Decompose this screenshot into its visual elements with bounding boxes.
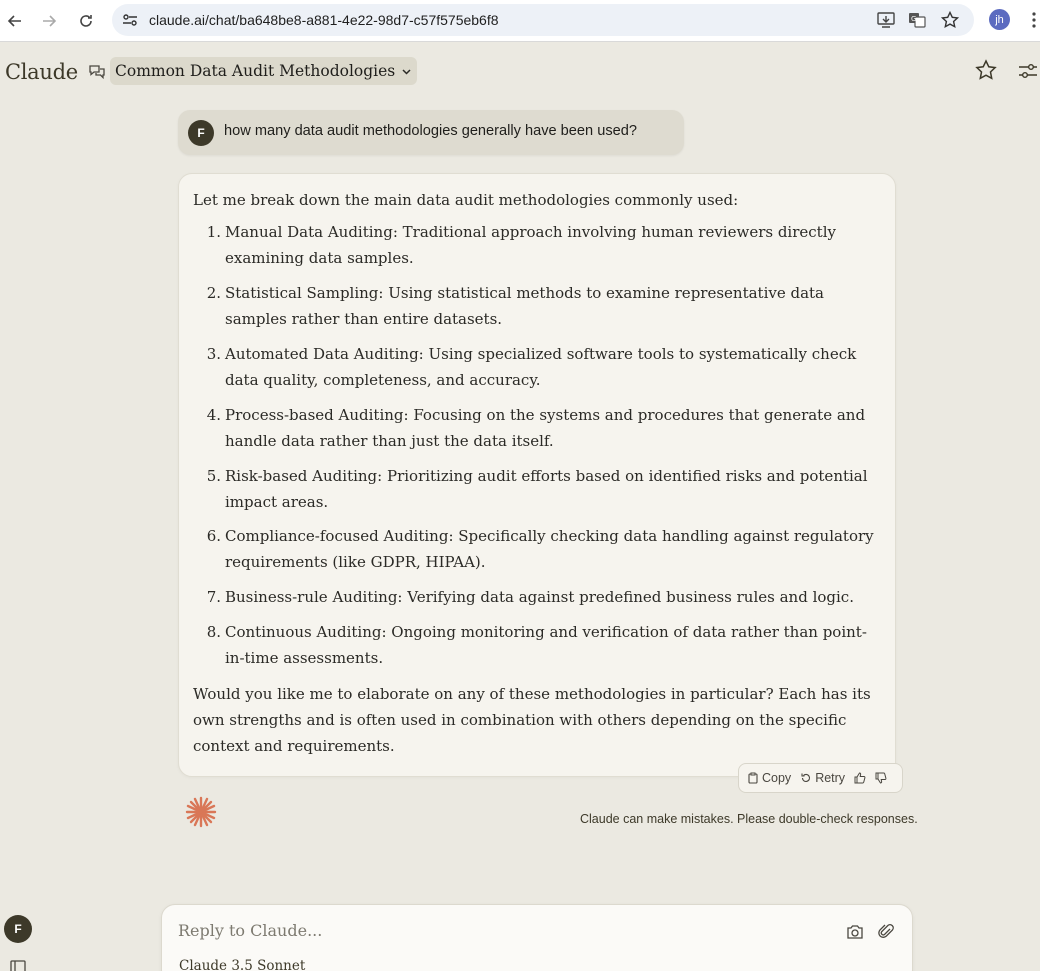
clipboard-icon: [747, 772, 759, 784]
sidebar-toggle-icon[interactable]: [10, 960, 26, 971]
arrow-right-icon: [41, 13, 57, 29]
forward-button[interactable]: [36, 8, 62, 34]
browser-toolbar: [0, 0, 1040, 42]
claude-spark-icon: [185, 796, 217, 828]
message-actions: [738, 763, 903, 793]
user-message: [178, 110, 684, 155]
chevron-down-icon: [401, 66, 412, 77]
back-button[interactable]: [2, 8, 28, 34]
reply-composer: [161, 904, 913, 971]
profile-avatar[interactable]: jh: [989, 9, 1010, 30]
chat-title-dropdown[interactable]: [110, 57, 417, 85]
address-bar[interactable]: [112, 4, 974, 36]
bookmark-star-icon[interactable]: [940, 11, 960, 29]
user-avatar: F: [188, 120, 214, 146]
reload-icon: [78, 13, 94, 29]
thumbs-down-icon: [875, 772, 887, 784]
svg-text:G: G: [911, 15, 917, 23]
assistant-intro: Let me break down the main data audit methodologies commonly used:: [193, 191, 739, 209]
chat-title: Common Data Audit Methodologies: [115, 62, 396, 80]
chat-bubbles-icon: [88, 63, 106, 81]
thumbs-down-button[interactable]: [875, 772, 887, 784]
model-selector[interactable]: Claude 3.5 Sonnet: [179, 958, 306, 971]
assistant-outro: Would you like me to elaborate on any of these methodologies in particular? Each has its own strengths and is often used in combination with others depending on the specific context and requirements.: [193, 685, 871, 755]
translate-icon[interactable]: [907, 11, 927, 29]
star-chat-icon[interactable]: [975, 59, 997, 81]
browser-menu-button[interactable]: [1028, 9, 1040, 31]
kebab-menu-icon: [1032, 12, 1036, 28]
paperclip-icon[interactable]: [877, 922, 895, 940]
camera-icon[interactable]: [846, 923, 864, 941]
thumbs-up-icon: [854, 772, 866, 784]
site-info-icon[interactable]: [120, 11, 140, 29]
copy-button[interactable]: Copy: [747, 771, 791, 785]
user-message-text: how many data audit methodologies generally have been used?: [224, 123, 637, 139]
retry-button[interactable]: Retry: [800, 771, 845, 785]
disclaimer-text: Claude can make mistakes. Please double-check responses.: [580, 812, 918, 826]
reload-button[interactable]: [73, 8, 99, 34]
arrow-left-icon: [7, 13, 23, 29]
thumbs-up-button[interactable]: [854, 772, 866, 784]
claude-logo[interactable]: Claude: [5, 60, 78, 84]
url-text[interactable]: claude.ai/chat/ba648be8-a881-4e22-98d7-c57f575eb6f8: [149, 12, 499, 28]
install-app-icon[interactable]: [876, 11, 896, 29]
account-avatar[interactable]: F: [4, 915, 32, 943]
reply-input[interactable]: [178, 921, 818, 940]
settings-sliders-icon[interactable]: [1017, 60, 1039, 82]
retry-icon: [800, 772, 812, 784]
assistant-message: Let me break down the main data audit methodologies commonly used: 1. Manual Data Auditing: Traditional approach involving human reviewers directly examining data samples. 2. Statistical Sampling: Using statistical methods to examine representative data samples rather than entire datasets. 3. Automated Data Auditing: Using specialized software tools to systematically check data quality, completeness, and accuracy. 4. Process-based Auditing: Focusing on the systems and procedures that generate and handle data rather than just the data itself. 5. Risk-based Auditing: Prioritizing audit efforts based on identified risks and potential impact areas. 6. Compliance-focused Auditing: Specifically checking data handling against regulatory requirements (like GDPR, HIPAA). 7. Business-rule Auditing: Verifying data against predefined business rules and logic. 8. Continuous Auditing: Ongoing monitoring and verification of data rather than point- in-time assessments. Would you like me to elaborate on any of these methodologies in particular? Each has its own strengths and is often used in combination with others depending on the specific context and requirements.: [178, 173, 896, 777]
